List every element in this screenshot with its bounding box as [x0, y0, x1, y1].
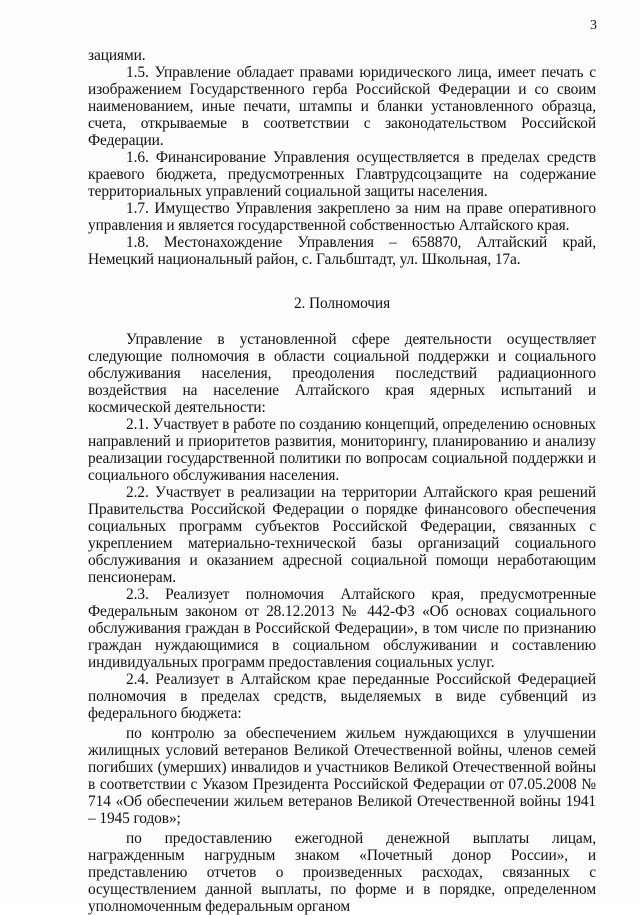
paragraph-1-7: 1.7. Имущество Управления закреплено за ним на праве оперативного управления и является государственной собственностью Алтайского края. — [88, 200, 596, 234]
document-body — [88, 47, 596, 915]
paragraph-1-5: 1.5. Управление обладает правами юридического лица, имеет печать с изображением Государственного герба Российской Федерации и со своим наименованием, иные печати, штампы и бланки установленного образца, счета, открываемые в соответствии с законодательством Российской Федерации. — [88, 64, 596, 149]
paragraph-2-4-housing: по контролю за обеспечением жильем нуждающихся в улучшении жилищных условий ветеранов Великой Отечественной войны, членов семей погибших (умерших) инвалидов и участников Великой Отечественной войны в соответствии с Указом Президента Российской Федерации от 07.05.2008 № 714 «Об обеспечении жильем ветеранов Великой Отечественной войны 1941 – 1945 годов»; — [88, 725, 596, 827]
paragraph-1-8: 1.8. Местонахождение Управления – 658870, Алтайский край, Немецкий национальный район, с. Гальбштадт, ул. Школьная, 17а. — [88, 234, 596, 268]
paragraph-2-4-donor: по предоставлению ежегодной денежной выплаты лицам, награжденным нагрудным знаком «Почетный донор России», и представлению отчетов о произведенных расходах, связанных с осуществлением данной выплаты, по форме и в порядке, определенном уполномоченным федеральным органом — [88, 830, 596, 915]
paragraph-1-6: 1.6. Финансирование Управления осуществляется в пределах средств краевого бюджета, предусмотренных Главтрудсоцзащите на содержание территориальных управлений социальной защиты населения. — [88, 149, 596, 200]
paragraph-2-3: 2.3. Реализует полномочия Алтайского края, предусмотренные Федеральным законом от 28.12.2013 № 442-ФЗ «Об основах социального обслуживания граждан в Российской Федерации», в том числе по признанию граждан нуждающимися в социальном обслуживании и составлению индивидуальных программ предоставления социальных услуг. — [88, 586, 596, 671]
page-number: 3 — [590, 18, 597, 33]
section-heading: 2. Полномочия — [293, 295, 391, 312]
paragraph-2-2: 2.2. Участвует в реализации на территории Алтайского края решений Правительства Российской Федерации о порядке финансового обеспечения социальных программ субъектов Российской Федерации, связанных с укреплением материально-технической базы организаций социального обслуживания и оказанием адресной социальной помощи неработающим пенсионерам. — [88, 484, 596, 586]
paragraph-intro: Управление в установленной сфере деятельности осуществляет следующие полномочия в области социальной поддержки и социального обслуживания населения, преодоления последствий радиационного воздействия на население Алтайского края ядерных испытаний и космической деятельности: — [88, 331, 596, 416]
paragraph-2-1: 2.1. Участвует в работе по созданию концепций, определению основных направлений и приоритетов развития, мониторингу, планированию и анализу реализации государственной политики по вопросам социальной поддержки и социального обслуживания населения. — [88, 416, 596, 484]
paragraph-2-4: 2.4. Реализует в Алтайском крае переданные Российской Федерацией полномочия в пределах средств, выделяемых в виде субвенций из федерального бюджета: — [88, 671, 596, 722]
paragraph-continuation: зациями. — [88, 47, 146, 64]
